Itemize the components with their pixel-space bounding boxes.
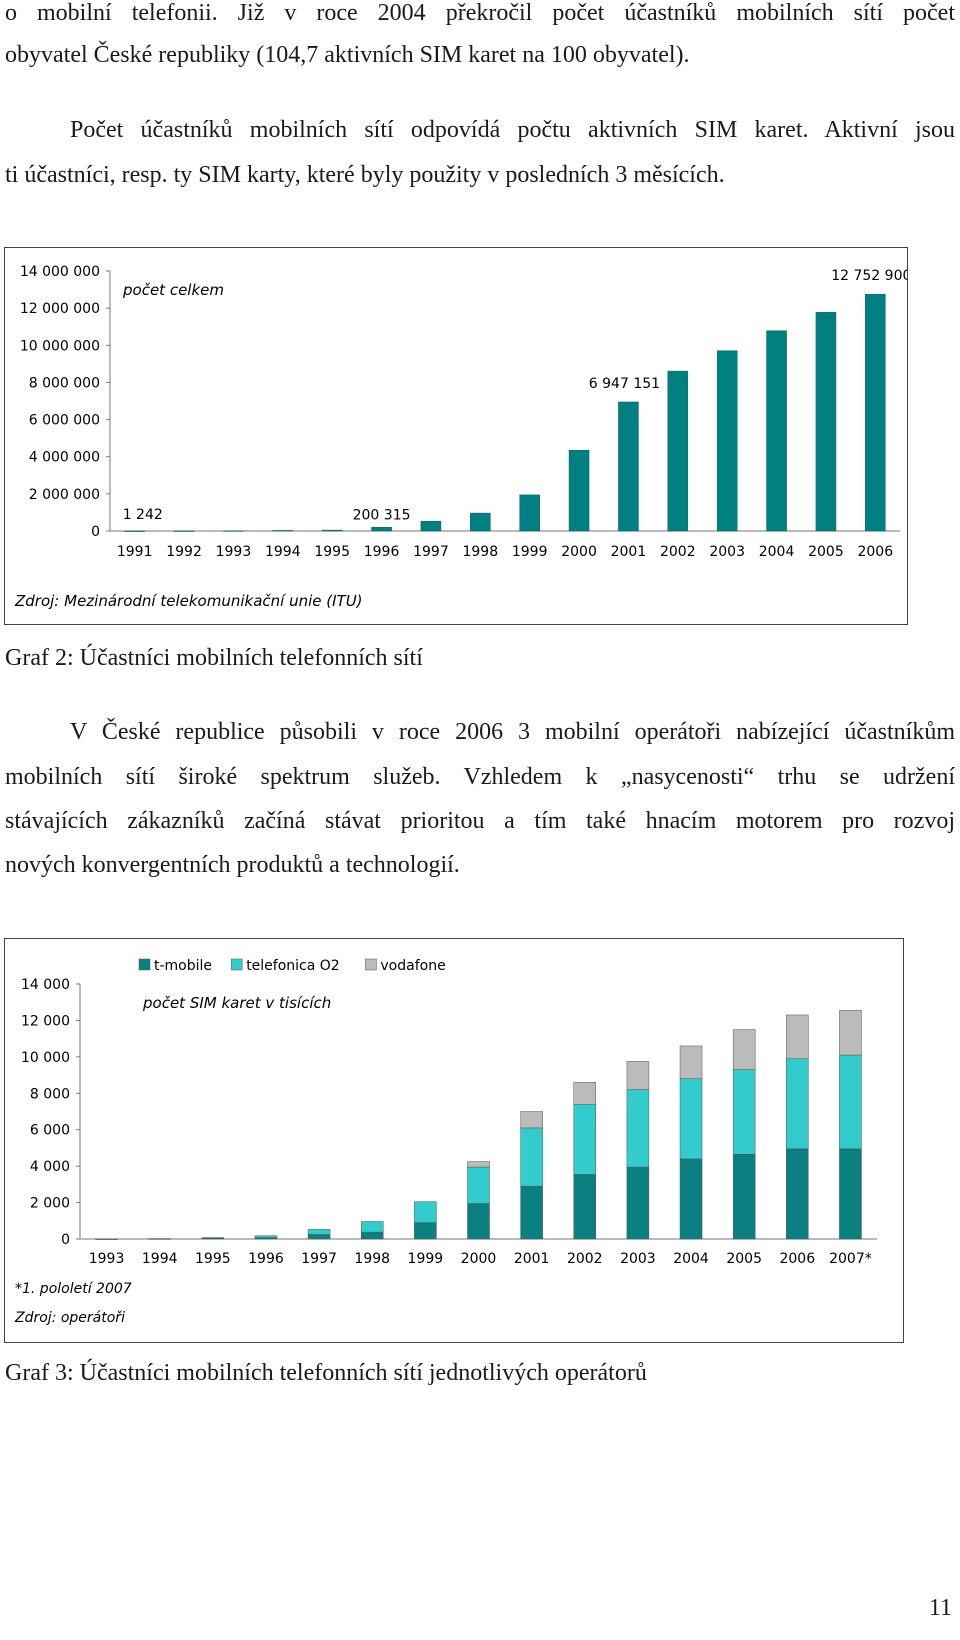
y-tick-label: 10 000 000 (19, 338, 100, 355)
bar-segment (468, 1162, 490, 1167)
x-tick-label: 1999 (511, 544, 548, 560)
chart-annotation-title: počet SIM karet v tisících (143, 994, 332, 1012)
bar-segment (627, 1167, 649, 1239)
figure-caption: Graf 2: Účastníci mobilních telefonních sítí (5, 645, 423, 671)
text-line: o mobilní telefonii. Již v roce 2004 překročil počet účastníků mobilních sítí počet (5, 0, 955, 26)
bar (174, 531, 194, 532)
x-tick-label: 2005 (808, 544, 844, 560)
bar (273, 530, 293, 531)
x-tick-label: 1997 (413, 544, 449, 560)
bar-segment (521, 1112, 543, 1128)
bar-segment (786, 1059, 808, 1149)
bar-segment (521, 1186, 543, 1239)
x-tick-label: 1992 (166, 544, 202, 560)
bar (767, 331, 787, 531)
chart-total-subscribers (4, 247, 908, 625)
bar-segment (149, 1239, 171, 1240)
text-line: V České republice působili v roce 2006 3 mobilní operátoři nabízející účastníkům (70, 719, 955, 745)
x-tick-label: 2007* (829, 1251, 872, 1267)
y-tick-label: 2 000 000 (28, 486, 100, 503)
page-number: 11 (928, 1595, 952, 1621)
y-tick-label: 4 000 000 (28, 449, 100, 466)
y-tick-label: 12 000 (21, 1013, 70, 1030)
x-tick-label: 2006 (857, 544, 894, 560)
bar-segment (680, 1159, 702, 1239)
bar-segment (680, 1079, 702, 1159)
y-tick-label: 2 000 (29, 1195, 70, 1212)
x-tick-label: 1998 (354, 1251, 391, 1267)
x-tick-label: 1993 (88, 1251, 125, 1267)
x-tick-label: 1993 (215, 544, 252, 560)
bar (223, 531, 243, 532)
y-tick-label: 14 000 (21, 977, 70, 993)
bar-segment (733, 1030, 755, 1070)
bar (816, 312, 836, 531)
bar-segment (414, 1202, 436, 1223)
x-tick-label: 2004 (758, 544, 795, 560)
bar (125, 531, 145, 532)
bar (618, 402, 638, 531)
bar-segment (733, 1070, 755, 1155)
x-tick-label: 1994 (141, 1251, 178, 1267)
bar-segment (255, 1236, 277, 1238)
bar-segment (574, 1104, 596, 1174)
x-tick-label: 2002 (659, 544, 696, 560)
x-tick-label: 1994 (264, 544, 301, 560)
x-tick-label: 2002 (566, 1251, 603, 1267)
data-label: 1 242 (122, 507, 163, 523)
chart-operators-subscribers (4, 938, 904, 1343)
bar-segment (839, 1010, 861, 1055)
x-tick-label: 2003 (620, 1251, 656, 1267)
bar-segment (627, 1061, 649, 1089)
legend-swatch (139, 959, 150, 970)
bar-segment (839, 1055, 861, 1149)
bar-segment (361, 1222, 383, 1233)
bar-segment (786, 1149, 808, 1239)
legend-swatch (365, 959, 376, 970)
x-tick-label: 1995 (314, 544, 351, 560)
bar-segment (680, 1046, 702, 1079)
x-tick-label: 2005 (726, 1251, 762, 1267)
text-line: obyvatel České republiky (104,7 aktivních SIM karet na 100 obyvatel). (5, 42, 690, 68)
chart-operators-subscribers-svg (5, 939, 903, 1342)
chart-source: Zdroj: Mezinárodní telekomunikační unie (ITU) (15, 592, 363, 610)
data-label: 12 752 900 (831, 268, 907, 285)
y-tick-label: 8 000 (29, 1086, 70, 1103)
bar (569, 450, 589, 531)
bar-segment (733, 1154, 755, 1239)
x-tick-label: 2006 (779, 1251, 816, 1267)
y-tick-label: 4 000 (29, 1159, 70, 1176)
x-tick-label: 1998 (462, 544, 499, 560)
x-tick-label: 1995 (195, 1251, 231, 1267)
bar (372, 527, 392, 531)
bar-segment (414, 1223, 436, 1239)
x-tick-label: 2000 (561, 544, 597, 560)
bar-segment (96, 1239, 118, 1240)
chart-total-subscribers-svg (5, 248, 907, 624)
y-tick-label: 6 000 000 (28, 412, 100, 429)
y-tick-label: 0 (91, 524, 100, 540)
text-line: mobilních sítí široké spektrum služeb. Vzhledem k „nasycenosti“ trhu se udržení (5, 764, 955, 790)
bar-segment (308, 1229, 330, 1234)
bar-segment (574, 1174, 596, 1239)
bar-segment (574, 1082, 596, 1104)
bar-segment (839, 1149, 861, 1239)
text-line: ti účastníci, resp. ty SIM karty, které byly použity v posledních 3 měsících. (5, 162, 725, 188)
legend-swatch (231, 959, 242, 970)
y-tick-label: 6 000 (29, 1122, 70, 1139)
y-tick-label: 12 000 000 (19, 301, 100, 318)
bar (322, 530, 342, 531)
figure-caption: Graf 3: Účastníci mobilních telefonních sítí jednotlivých operátorů (5, 1360, 647, 1386)
bar (668, 371, 688, 531)
x-tick-label: 1999 (407, 1251, 444, 1267)
y-tick-label: 14 000 000 (19, 264, 100, 280)
bar-segment (361, 1232, 383, 1239)
data-label: 200 315 (352, 507, 411, 524)
x-tick-label: 1997 (301, 1251, 337, 1267)
y-tick-label: 10 000 (21, 1049, 70, 1066)
bar-segment (308, 1234, 330, 1239)
x-tick-label: 2001 (610, 544, 647, 560)
text-line: stávajících zákazníků začíná stávat prioritou a tím také hnacím motorem pro rozvoj (5, 808, 955, 834)
x-tick-label: 2000 (460, 1251, 497, 1267)
bar-segment (202, 1238, 224, 1239)
y-tick-label: 8 000 000 (28, 375, 100, 392)
chart-annotation-title: počet celkem (123, 281, 224, 299)
bar (421, 521, 441, 531)
bar (470, 513, 490, 531)
legend-label: t-mobile (154, 958, 213, 974)
x-tick-label: 2004 (673, 1251, 709, 1267)
legend-label: vodafone (380, 958, 446, 974)
chart-source: Zdroj: operátoři (15, 1310, 125, 1326)
bar-segment (627, 1090, 649, 1167)
x-tick-label: 1996 (363, 544, 400, 560)
x-tick-label: 2001 (513, 1251, 550, 1267)
x-tick-label: 2003 (709, 544, 746, 560)
legend-label: telefonica O2 (246, 958, 340, 974)
bar-segment (468, 1167, 490, 1203)
y-tick-label: 0 (61, 1232, 70, 1248)
bar-segment (521, 1128, 543, 1186)
text-line: Počet účastníků mobilních sítí odpovídá počtu aktivních SIM karet. Aktivní jsou (70, 117, 955, 143)
bar (520, 495, 540, 531)
chart-note: *1. pololetí 2007 (15, 1281, 132, 1297)
x-tick-label: 1996 (248, 1251, 284, 1267)
text-line: nových konvergentních produktů a technologií. (5, 852, 460, 878)
data-label: 6 947 151 (588, 375, 661, 392)
bar-segment (468, 1203, 490, 1239)
bar (717, 351, 737, 531)
x-tick-label: 1991 (116, 544, 153, 560)
bar (865, 294, 885, 531)
bar-segment (786, 1015, 808, 1059)
